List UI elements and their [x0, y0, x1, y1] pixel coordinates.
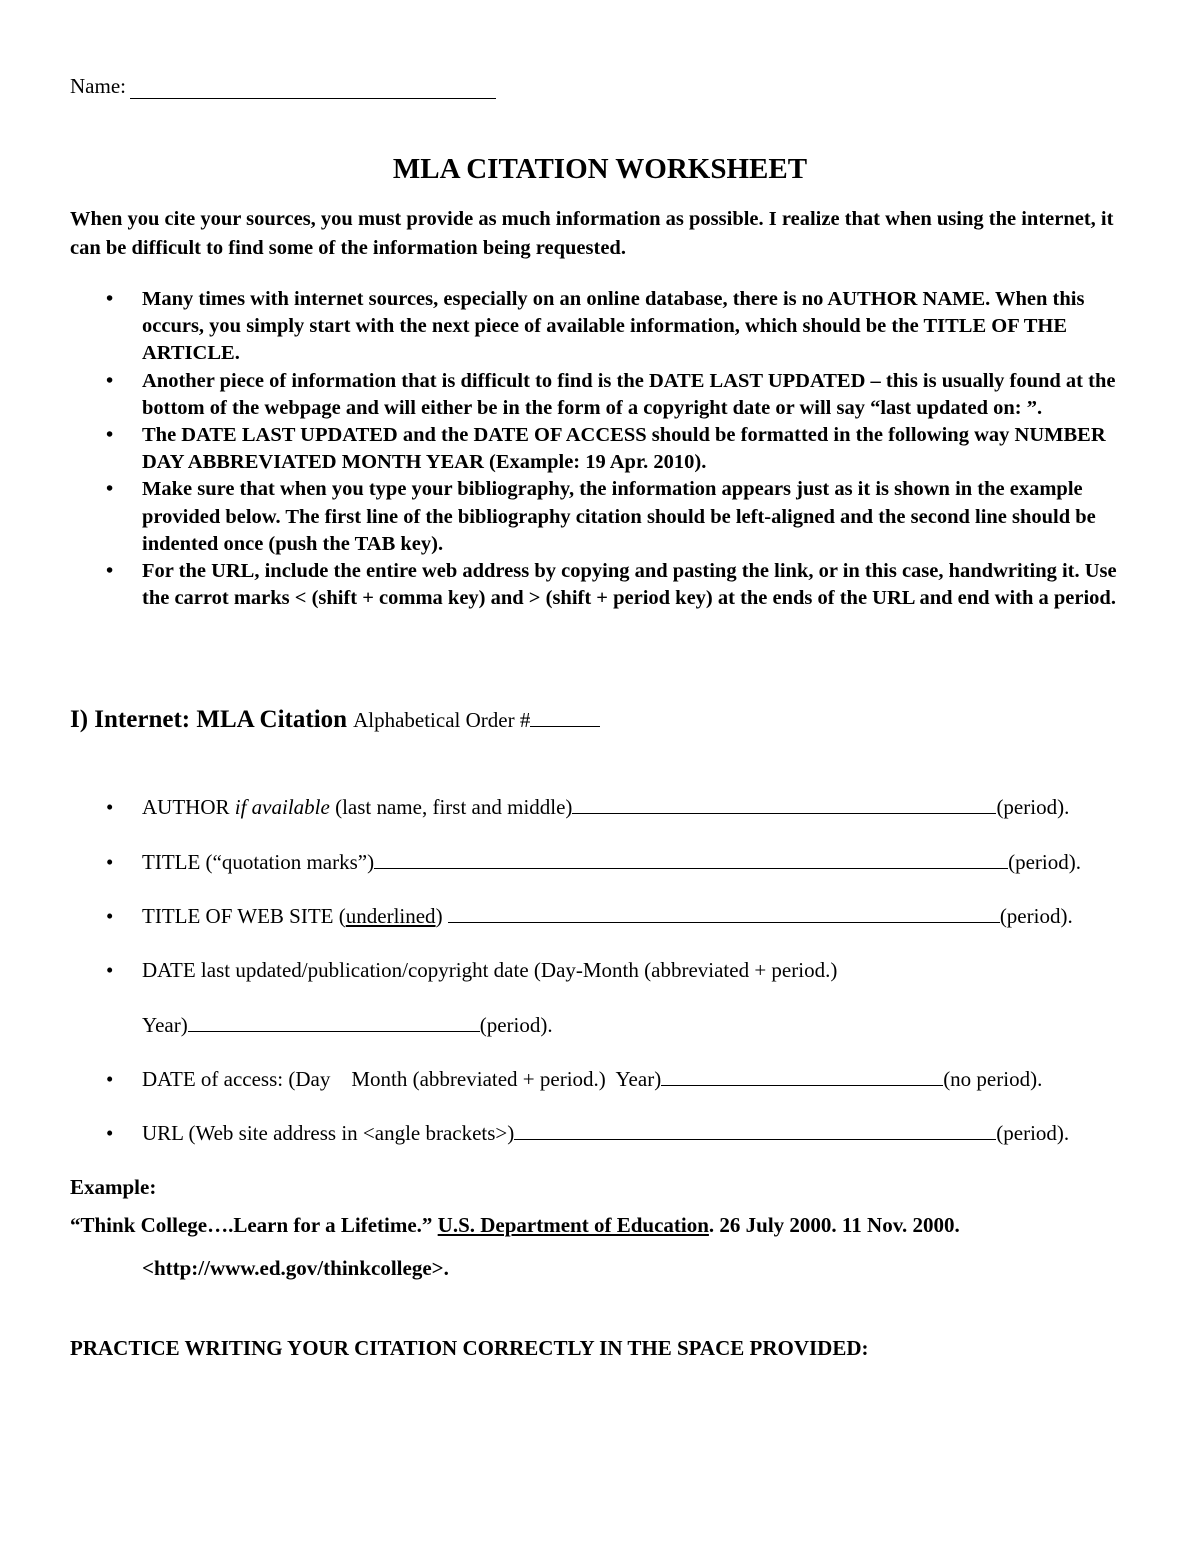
instruction-text: The DATE LAST UPDATED and the DATE OF ACCESS should be formatted in the following way NUMBER DAY ABBREVIATED MONTH YEAR (Example: 19 Apr. 2010).	[142, 424, 1106, 474]
title-label: TITLE (“quotation marks”)	[142, 850, 375, 874]
instructions-list	[70, 286, 1140, 612]
instruction-text: Many times with internet sources, especially on an online database, there is no AUTHOR NAME. When this occurs, you simply start with the next piece of available information, which should be the TITLE OF THE ARTICLE.	[142, 288, 1085, 365]
instruction-text: For the URL, include the entire web address by copying and pasting the link, or in this case, handwriting it. Use the carrot marks < (shift + comma key) and > (shift + period key) at the ends of the URL and end with a period.	[142, 560, 1117, 610]
url-blank-line[interactable]	[514, 1121, 996, 1140]
example-label: Example:	[70, 1175, 157, 1199]
instruction-text: Make sure that when you type your bibliography, the information appears just as it is shown in the example provided below. The first line of the bibliography citation should be left-aligned and the second line should be indented once (push the TAB key).	[142, 478, 1096, 555]
example-site: U.S. Department of Education	[437, 1213, 709, 1237]
order-number-blank[interactable]	[530, 708, 600, 727]
date-access-label: DATE of access: (Day Month (abbreviated + period.) Year)	[142, 1067, 662, 1091]
author-hint: (last name, first and middle)	[335, 795, 573, 819]
name-label: Name:	[70, 74, 126, 98]
page-title: MLA CITATION WORKSHEET	[392, 153, 808, 185]
bullet-icon: •	[106, 850, 114, 874]
date-access-end: (no period).	[943, 1067, 1043, 1091]
bullet-icon: •	[106, 288, 114, 310]
practice-instruction: PRACTICE WRITING YOUR CITATION CORRECTLY IN THE SPACE PROVIDED:	[70, 1336, 869, 1360]
title-blank-line[interactable]	[374, 850, 1008, 869]
example-citation-line1	[70, 1213, 960, 1238]
author-end: (period).	[996, 795, 1070, 819]
instruction-item	[70, 368, 1140, 422]
instruction-text: Another piece of information that is difficult to find is the DATE LAST UPDATED – this is usually found at the bottom of the webpage and will either be in the form of a copyright date or will say “last updated on: ”.	[142, 369, 1116, 419]
instruction-item	[70, 558, 1140, 612]
bullet-icon: •	[106, 958, 114, 982]
url-end: (period).	[996, 1121, 1070, 1145]
title-end: (period).	[1008, 850, 1081, 874]
date-updated-end: (period).	[479, 1013, 553, 1037]
date-updated-blank-line[interactable]	[188, 1013, 480, 1032]
name-blank-line[interactable]	[130, 78, 496, 99]
example-title: “Think College….Learn for a Lifetime.”	[70, 1213, 433, 1237]
instruction-item	[70, 476, 1140, 558]
example-dates: . 26 July 2000. 11 Nov. 2000.	[708, 1213, 960, 1237]
bullet-icon: •	[106, 1121, 114, 1145]
bullet-icon: •	[106, 369, 114, 392]
author-if-available: if available	[234, 795, 330, 819]
bullet-icon: •	[106, 560, 114, 583]
date-updated-year-label: Year)	[142, 1013, 188, 1037]
alphabetical-order-label: Alphabetical Order #	[353, 708, 600, 732]
website-title-label: TITLE OF WEB SITE (	[142, 904, 346, 928]
instruction-item	[70, 286, 1140, 368]
date-updated-label: DATE last updated/publication/copyright date (Day-Month (abbreviated + period.)	[142, 958, 838, 982]
bullet-icon: •	[106, 1067, 114, 1091]
bullet-icon: •	[106, 424, 114, 447]
section-title: I) Internet: MLA Citation	[70, 706, 348, 733]
intro-paragraph: When you cite your sources, you must provide as much information as possible. I realize that when using the internet, it can be difficult to find some of the information being requested.	[70, 208, 1114, 259]
bullet-icon: •	[106, 795, 114, 819]
instruction-item	[70, 422, 1140, 476]
author-blank-line[interactable]	[572, 795, 996, 814]
url-label: URL (Web site address in <angle brackets>)	[142, 1121, 515, 1145]
website-blank-line[interactable]	[448, 904, 1000, 923]
name-row	[70, 74, 496, 99]
underlined-word: underlined	[345, 904, 436, 928]
bullet-icon: •	[106, 904, 114, 928]
example-citation-url: <http://www.ed.gov/thinkcollege>.	[142, 1256, 449, 1280]
author-label: AUTHOR	[142, 795, 230, 819]
date-access-blank-line[interactable]	[661, 1067, 943, 1086]
worksheet-page: Name: MLA CITATION WORKSHEET When you cite your sources, you must provide as much information as possible. I realize that when using the internet, it can be difficult to find some of the information being requested. • Many times with internet sources, especially on an online database, there is no AUTHOR NAME. When this occurs, you simply start with the next piece of available information, which should be the TITLE OF THE ARTICLE. • Another piece of information that is difficult to find is the DATE LAST UPDATED – this is usually found at the bottom of the webpage and will either be in the form of a copyright date or will say “last updated on: ”. • The DATE LAST UPDATED and the DATE OF ACCESS should be formatted in the following way NUMBER DAY ABBREVIATED MONTH YEAR (Example: 19 Apr. 2010). • Make sure that when you type your bibliography, the information appears just as it is shown in the example provided below. The first line of the bibliography citation should be left-aligned and the second line should be indented once (push the TAB key). • For the URL, include the entire web address by copying and pasting the link, or in this case, handwriting it. Use the carrot marks < (shift + comma key) and > (shift + period key) at the ends of the URL and end with a period. I) Internet: MLA Citation Alphabetical Order # • AUTHOR if available (last name, first and middle) (period). • TITLE (“quotation marks”) (period). • TITLE OF WEB SITE ( underlined ) (period). • DATE last updated/publication/copyright date (Day-Month (abbreviated + period.) Year) (period). • DATE of access: (Day Month (abbreviated + period.) Year) (no period). • URL (Web site address in <angle brackets>) (period). Example: “Think College….Learn for a Lifetime.” U.S. Department of Education. 26 July 2000. 11 Nov. 2000. <http://www.ed.gov/thinkcollege>. PRACTICE WRITING YOUR CITATION CORRECTLY IN THE SPACE PROVIDED:	[0, 0, 1200, 1553]
website-end: (period).	[999, 904, 1073, 928]
section-heading	[70, 706, 600, 734]
bullet-icon: •	[106, 478, 114, 501]
